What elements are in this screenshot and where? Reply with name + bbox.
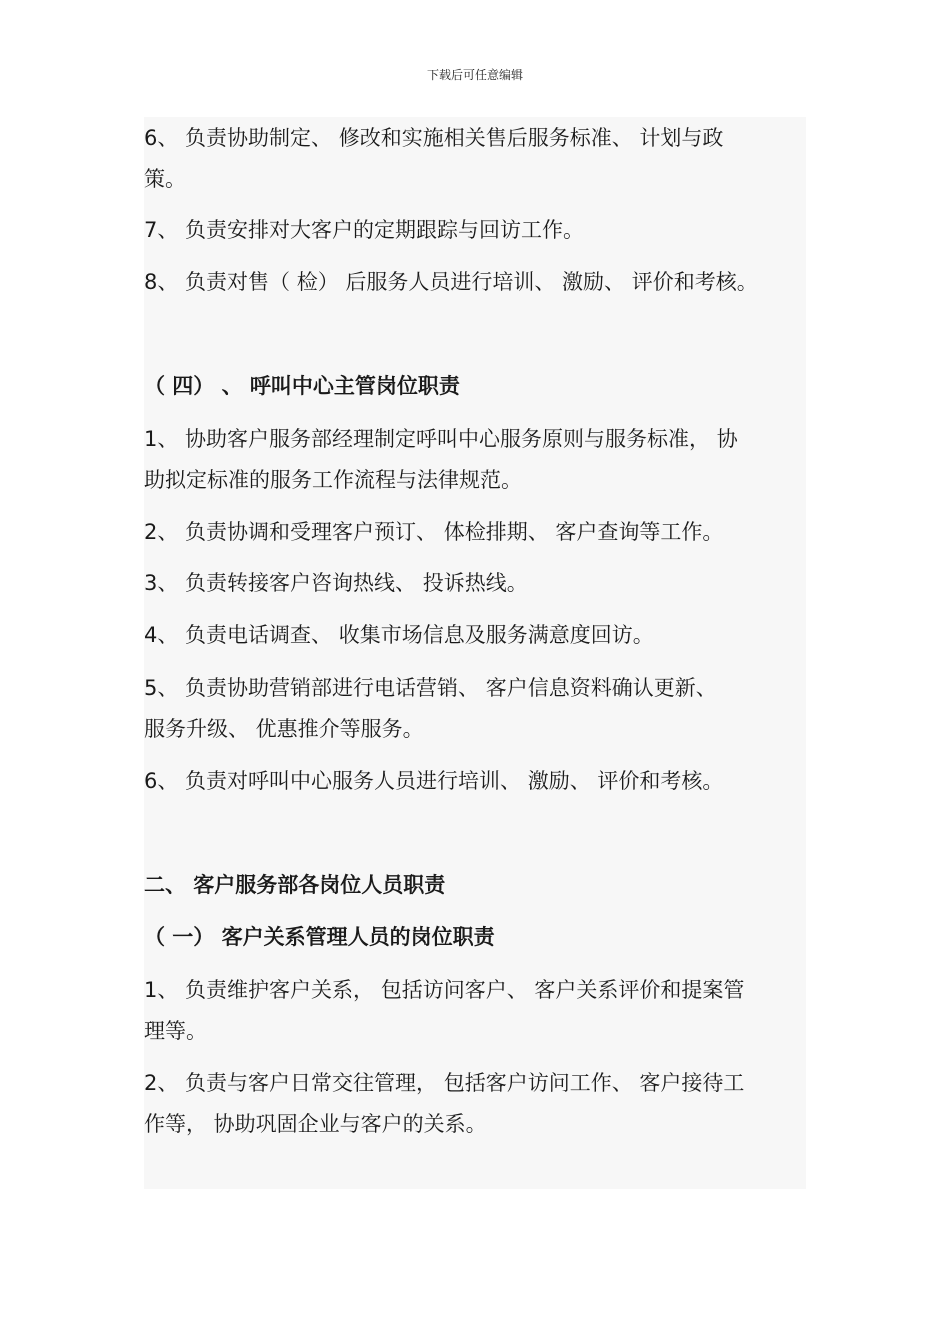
subsection-heading: （ 一） 客户关系管理人员的岗位职责 [144, 925, 495, 949]
paragraph-line: 2、 负责协调和受理客户预订、 体检排期、 客户查询等工作。 [144, 520, 724, 544]
paragraph-line: 2、 负责与客户日常交往管理， 包括客户访问工作、 客户接待工 [144, 1071, 745, 1095]
page-header: 下载后可任意编辑 [426, 68, 523, 82]
paragraph-line: 8、 负责对售（ 检） 后服务人员进行培训、 激励、 评价和考核。 [144, 270, 758, 294]
paragraph-line: 6、 负责协助制定、 修改和实施相关售后服务标准、 计划与政 [144, 126, 724, 150]
section-heading: （ 四） 、 呼叫中心主管岗位职责 [144, 374, 460, 398]
paragraph-line: 服务升级、 优惠推介等服务。 [144, 717, 424, 741]
paragraph-line: 6、 负责对呼叫中心服务人员进行培训、 激励、 评价和考核。 [144, 769, 724, 793]
section-heading: 二、 客户服务部各岗位人员职责 [144, 873, 446, 897]
paragraph-line: 助拟定标准的服务工作流程与法律规范。 [144, 468, 522, 492]
paragraph-line: 3、 负责转接客户咨询热线、 投诉热线。 [144, 571, 528, 595]
paragraph-line: 策。 [144, 167, 186, 191]
paragraph-line: 7、 负责安排对大客户的定期跟踪与回访工作。 [144, 218, 585, 242]
paragraph-line: 5、 负责协助营销部进行电话营销、 客户信息资料确认更新、 [144, 676, 717, 700]
paragraph-line: 1、 协助客户服务部经理制定呼叫中心服务原则与服务标准， 协 [144, 427, 738, 451]
paragraph-line: 4、 负责电话调查、 收集市场信息及服务满意度回访。 [144, 623, 654, 647]
paragraph-line: 1、 负责维护客户关系， 包括访问客户、 客户关系评价和提案管 [144, 978, 745, 1002]
paragraph-line: 理等。 [144, 1019, 207, 1043]
document-body [144, 117, 806, 1189]
paragraph-line: 作等， 协助巩固企业与客户的关系。 [144, 1112, 487, 1136]
